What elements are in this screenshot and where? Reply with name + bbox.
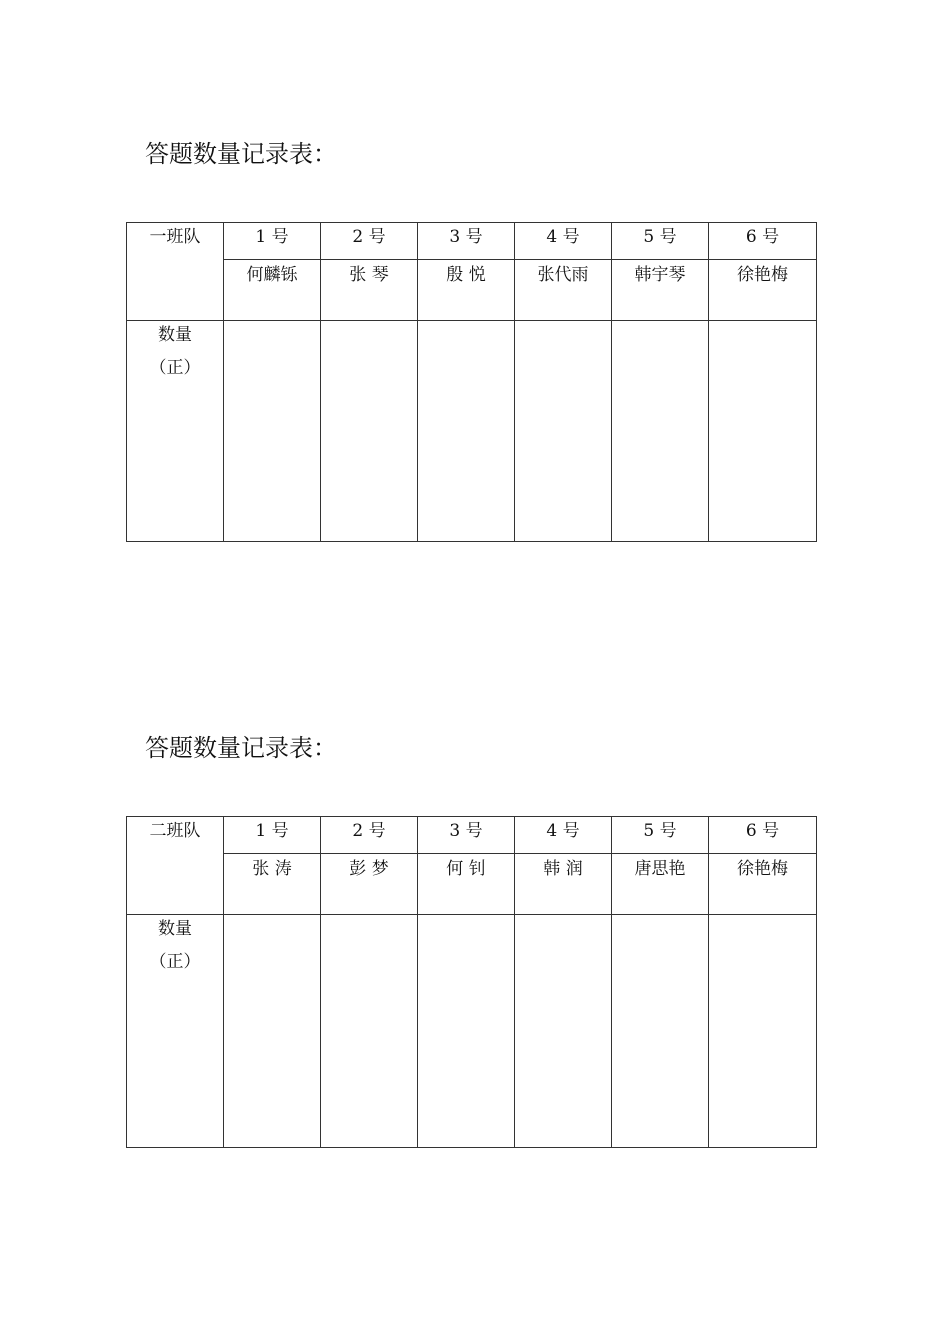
- count-cell[interactable]: [418, 915, 515, 1148]
- player-name: 张代雨: [515, 260, 612, 321]
- player-number: 1 号: [224, 817, 321, 854]
- player-number: 4 号: [515, 817, 612, 854]
- team-label: 一班队: [149, 227, 201, 247]
- count-sub-label: （正）: [149, 358, 201, 378]
- player-name: 殷 悦: [418, 260, 515, 321]
- player-number: 5 号: [612, 817, 709, 854]
- player-name: 韩宇琴: [612, 260, 709, 321]
- count-cell[interactable]: [612, 915, 709, 1148]
- name-row: [127, 260, 817, 321]
- player-name: 何 钊: [418, 854, 515, 915]
- count-cell[interactable]: [515, 915, 612, 1148]
- name-row: [127, 854, 817, 915]
- number-row: [127, 817, 817, 854]
- team-cell: [127, 817, 224, 915]
- player-number: 5 号: [612, 223, 709, 260]
- count-cell[interactable]: [224, 321, 321, 542]
- count-cell[interactable]: [418, 321, 515, 542]
- player-name: 徐艳梅: [709, 260, 817, 321]
- count-cell[interactable]: [321, 321, 418, 542]
- count-cell[interactable]: [515, 321, 612, 542]
- record-table: [126, 816, 817, 1148]
- record-table: [126, 222, 817, 542]
- player-number: 6 号: [709, 817, 817, 854]
- player-number: 3 号: [418, 223, 515, 260]
- player-number: 2 号: [321, 223, 418, 260]
- count-cell[interactable]: [224, 915, 321, 1148]
- player-number: 6 号: [709, 223, 817, 260]
- count-label: 数量: [158, 919, 192, 939]
- team-label: 二班队: [149, 821, 201, 841]
- player-name: 韩 润: [515, 854, 612, 915]
- team-cell: [127, 223, 224, 321]
- number-row: [127, 223, 817, 260]
- player-name: 张 涛: [224, 854, 321, 915]
- sheet-title: 答题数量记录表：: [145, 734, 337, 762]
- player-number: 2 号: [321, 817, 418, 854]
- count-row: [127, 321, 817, 542]
- player-name: 彭 梦: [321, 854, 418, 915]
- player-number: 1 号: [224, 223, 321, 260]
- count-cell[interactable]: [321, 915, 418, 1148]
- sheet-title: 答题数量记录表：: [145, 140, 337, 168]
- player-name: 张 琴: [321, 260, 418, 321]
- count-cell[interactable]: [612, 321, 709, 542]
- count-sub-label: （正）: [149, 952, 201, 972]
- count-cell[interactable]: [709, 321, 817, 542]
- player-number: 4 号: [515, 223, 612, 260]
- count-row: [127, 915, 817, 1148]
- count-cell[interactable]: [709, 915, 817, 1148]
- player-number: 3 号: [418, 817, 515, 854]
- player-name: 唐思艳: [612, 854, 709, 915]
- count-header-cell: [127, 915, 224, 1148]
- count-header-cell: [127, 321, 224, 542]
- count-label: 数量: [158, 325, 192, 345]
- player-name: 何麟铄: [224, 260, 321, 321]
- player-name: 徐艳梅: [709, 854, 817, 915]
